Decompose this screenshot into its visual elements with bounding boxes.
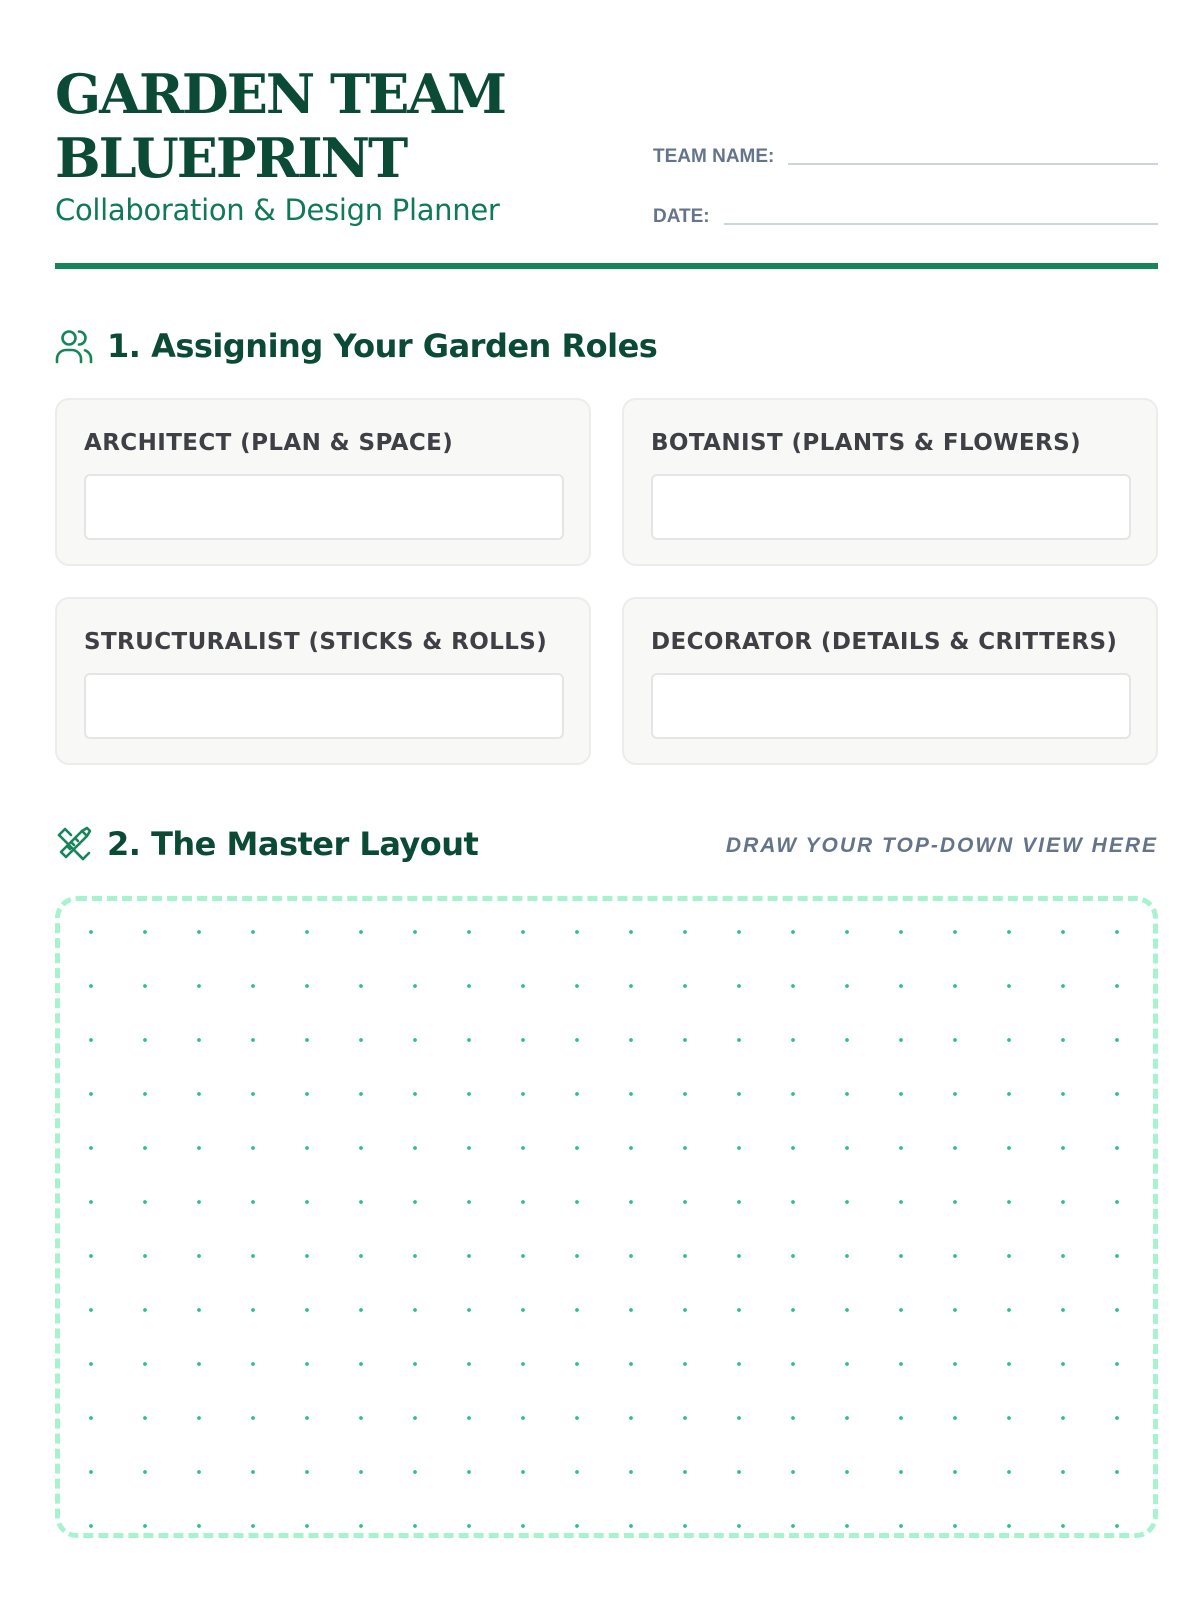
role-label-decorator: DECORATOR (DETAILS & CRITTERS) xyxy=(651,629,1118,655)
layout-section-heading xyxy=(55,825,478,863)
role-input-architect[interactable] xyxy=(84,474,564,540)
role-card-decorator xyxy=(622,597,1158,765)
role-card-botanist xyxy=(622,398,1158,566)
header-divider xyxy=(55,263,1158,269)
team-name-line[interactable] xyxy=(788,162,1158,165)
role-label-structuralist: STRUCTURALIST (STICKS & ROLLS) xyxy=(84,629,548,655)
date-label: DATE: xyxy=(653,206,710,227)
team-name-label: TEAM NAME: xyxy=(653,146,775,167)
roles-section-title: 1. Assigning Your Garden Roles xyxy=(107,327,658,365)
role-input-structuralist[interactable] xyxy=(84,673,564,739)
users-icon xyxy=(55,327,93,365)
date-row xyxy=(653,206,1158,228)
date-line[interactable] xyxy=(724,222,1158,225)
worksheet-page xyxy=(55,0,1158,1600)
role-input-botanist[interactable] xyxy=(651,474,1131,540)
title-line-2: BLUEPRINT xyxy=(55,126,407,190)
role-label-botanist: BOTANIST (PLANTS & FLOWERS) xyxy=(651,430,1082,456)
layout-section-title: 2. The Master Layout xyxy=(107,825,479,863)
role-card-structuralist xyxy=(55,597,591,765)
team-name-row xyxy=(653,146,1158,168)
pencil-ruler-icon xyxy=(55,825,93,863)
master-layout-drawing-area[interactable] xyxy=(55,896,1158,1538)
role-input-decorator[interactable] xyxy=(651,673,1131,739)
title-line-1: GARDEN TEAM xyxy=(55,62,506,126)
page-title xyxy=(55,62,505,190)
layout-hint: DRAW YOUR TOP-DOWN VIEW HERE xyxy=(725,834,1158,857)
role-label-architect: ARCHITECT (PLAN & SPACE) xyxy=(84,430,454,456)
page-subtitle: Collaboration & Design Planner xyxy=(55,193,500,227)
role-card-architect xyxy=(55,398,591,566)
roles-section-heading xyxy=(55,327,657,365)
